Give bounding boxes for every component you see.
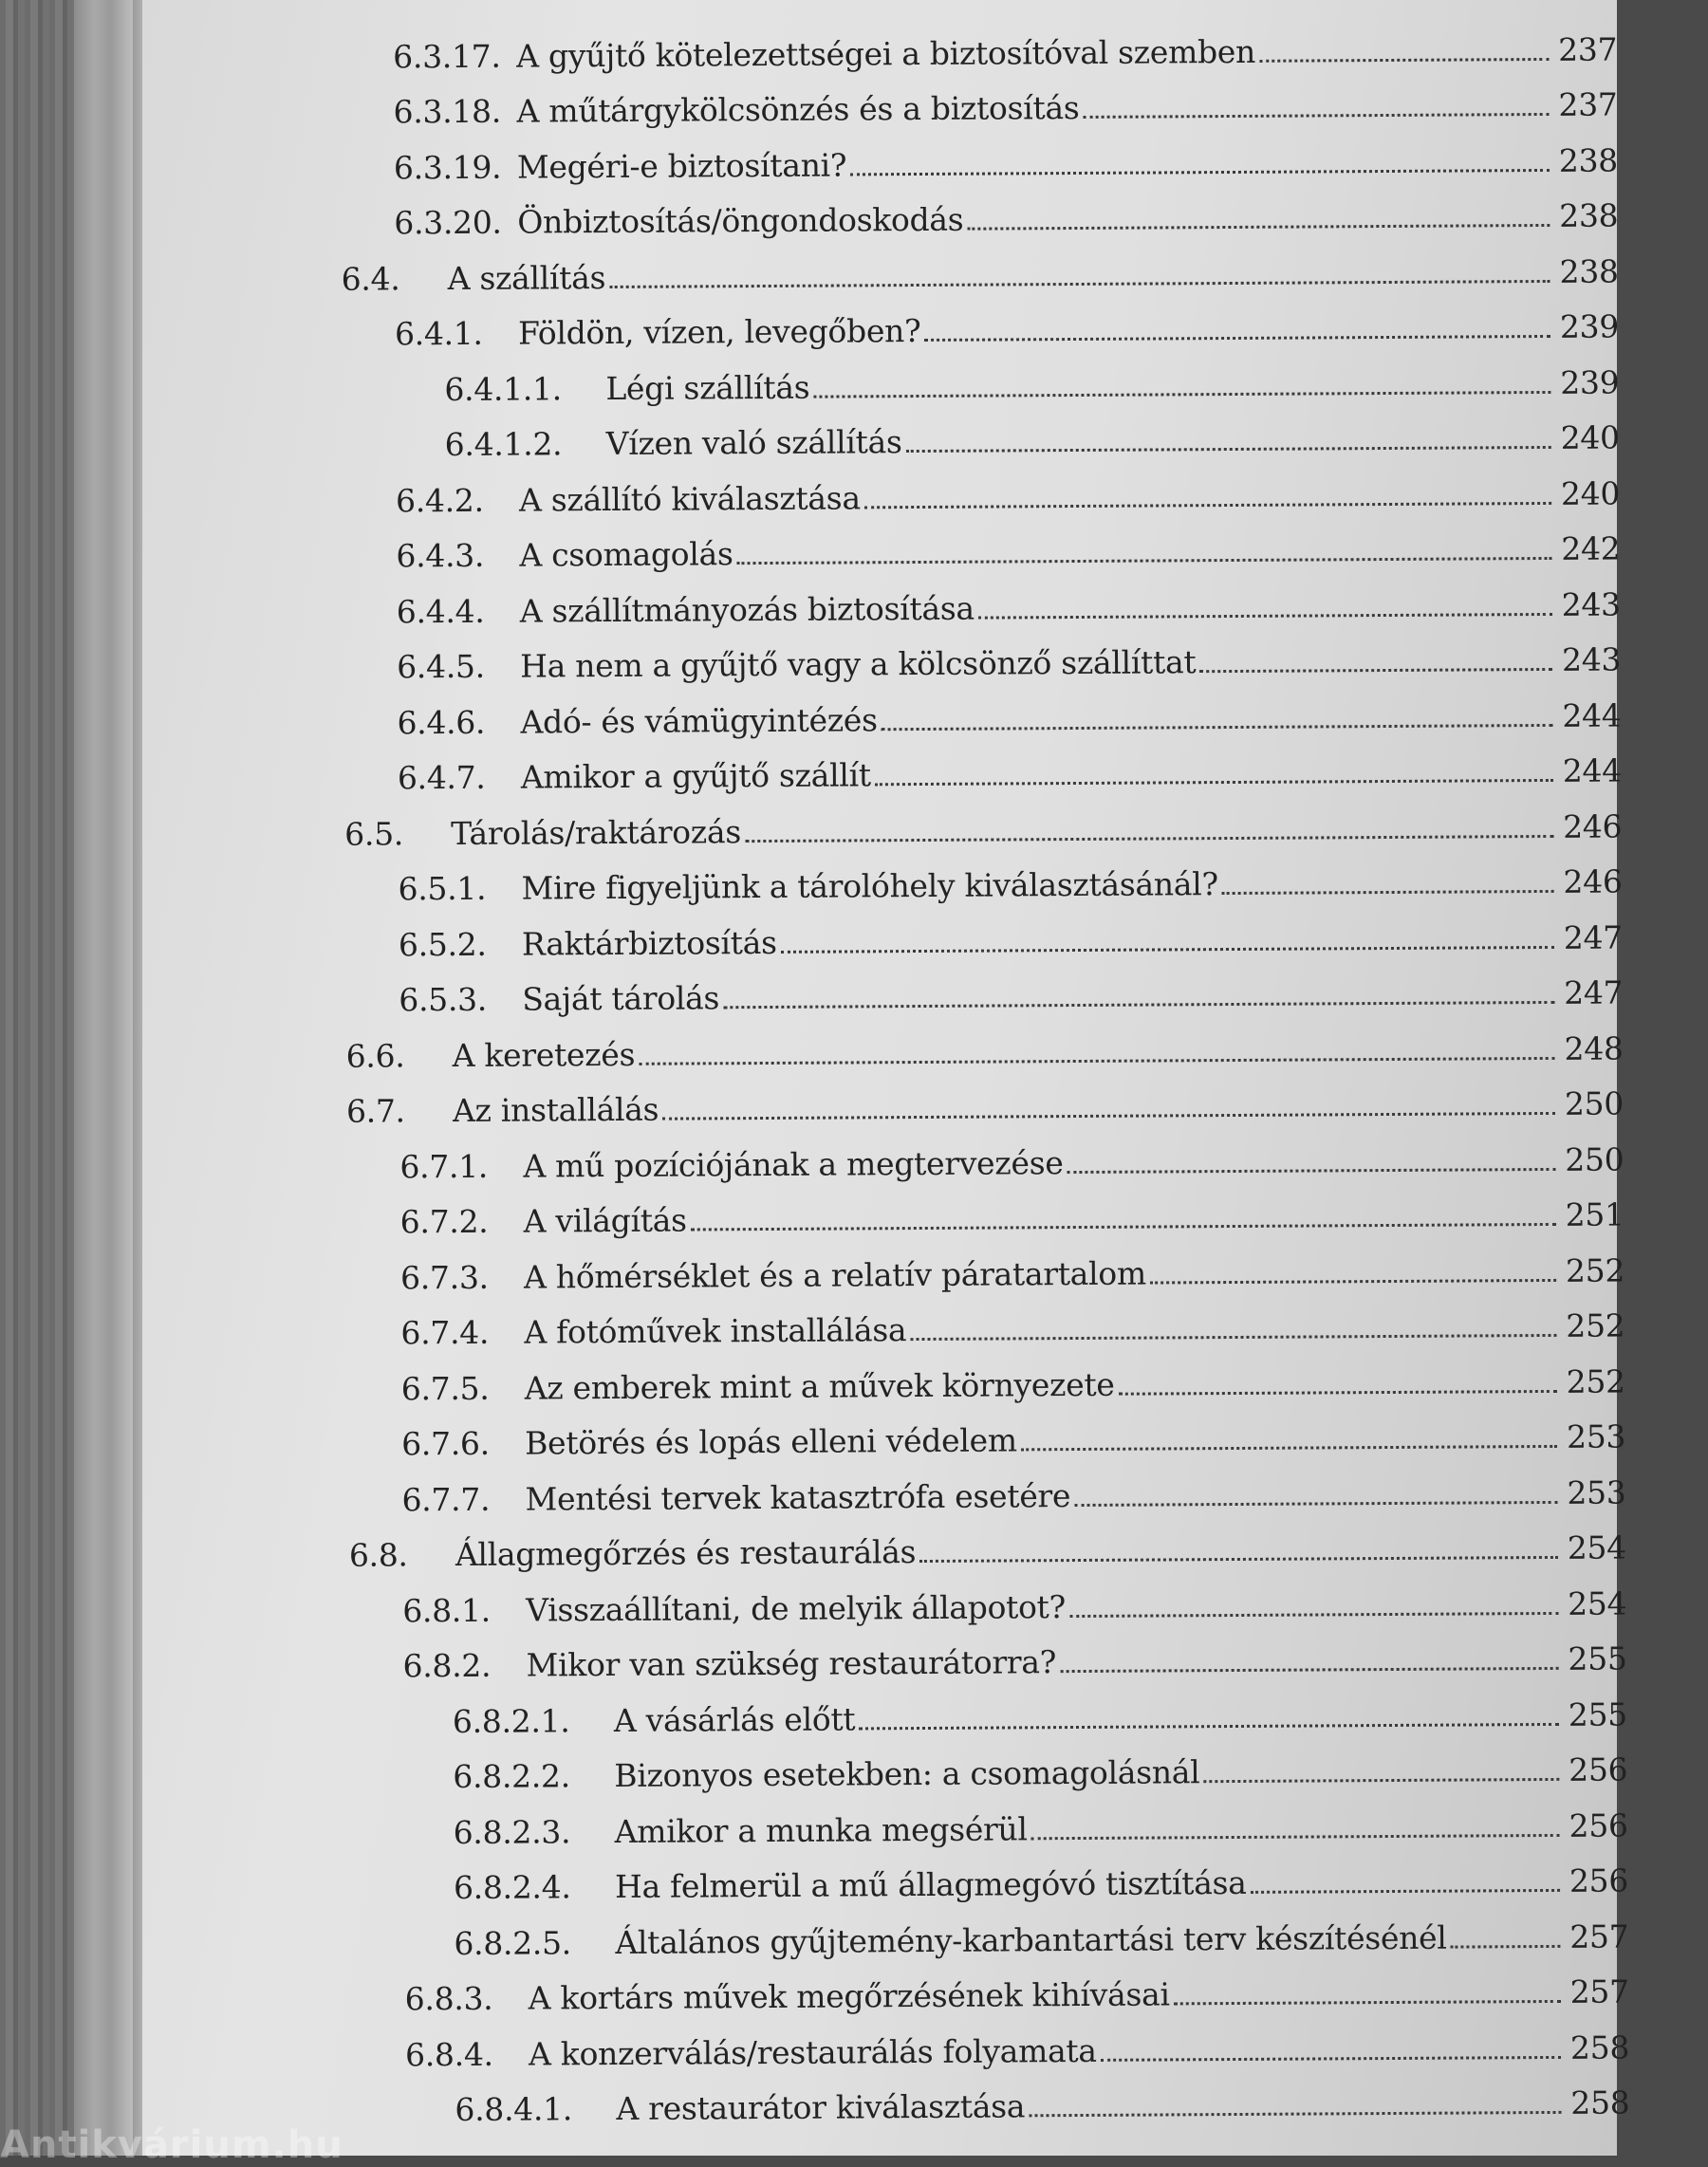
toc-entry — [145, 511, 1620, 576]
toc-entry — [153, 1732, 1627, 1797]
toc-entry-title: Saját tárolás — [522, 979, 720, 1018]
toc-entry-page: 256 — [1569, 1806, 1628, 1844]
watermark-logo: Antikvárium.hu — [0, 2123, 343, 2167]
toc-entry-number: 6.3.20. — [394, 203, 502, 242]
toc-entry-page: 252 — [1566, 1306, 1625, 1344]
toc-entry-page: 238 — [1558, 141, 1619, 179]
toc-entry-number: 6.5. — [344, 814, 404, 853]
toc-entry — [153, 1676, 1627, 1741]
toc-entry-title: Földön, vízen, levegőben? — [517, 311, 921, 352]
dot-leader — [1251, 1889, 1560, 1894]
dot-leader — [882, 723, 1553, 730]
toc-entry-number: 6.5.3. — [399, 980, 488, 1019]
toc-entry — [155, 2065, 1629, 2130]
toc-entry-page: 238 — [1559, 252, 1619, 290]
toc-entry-title: A keretezés — [452, 1035, 636, 1074]
toc-entry — [151, 1343, 1625, 1408]
toc-entry-page: 240 — [1560, 473, 1621, 512]
dot-leader — [859, 1722, 1559, 1730]
toc-entry-page: 254 — [1568, 1584, 1627, 1622]
toc-entry-page: 252 — [1565, 1250, 1625, 1289]
toc-entry-page: 255 — [1568, 1639, 1627, 1677]
dot-leader — [1031, 1833, 1560, 1839]
toc-entry-page: 246 — [1563, 862, 1623, 900]
dot-leader — [967, 224, 1550, 231]
toc-entry-number: 6.8.1. — [402, 1591, 492, 1629]
toc-entry-page: 253 — [1566, 1417, 1626, 1455]
toc-entry-number: 6.4.1.2. — [444, 425, 563, 464]
toc-entry — [154, 1898, 1628, 1963]
toc-entry — [146, 677, 1621, 742]
toc-entry-page: 258 — [1569, 2028, 1630, 2066]
toc-entry-number: 6.7.5. — [400, 1369, 490, 1407]
toc-entry — [147, 788, 1622, 853]
toc-entry-page: 243 — [1561, 640, 1622, 678]
dot-leader — [1174, 2000, 1561, 2005]
book-page — [142, 0, 1630, 2156]
toc-entry-title: Visszaállítani, de melyik állapotot? — [526, 1587, 1067, 1629]
dot-leader — [1203, 1778, 1559, 1783]
toc-entry-title: Mire figyeljünk a tárolóhely kiválasztásánál? — [521, 865, 1218, 907]
toc-entry — [150, 1288, 1624, 1353]
toc-entry — [152, 1621, 1626, 1686]
toc-entry-number: 6.7. — [345, 1092, 405, 1130]
toc-entry — [154, 1843, 1628, 1908]
toc-entry-page: 242 — [1561, 529, 1621, 567]
toc-entry — [149, 1121, 1624, 1186]
toc-entry — [143, 234, 1618, 299]
toc-entry-number: 6.8.2.3. — [453, 1812, 571, 1851]
toc-entry-title: Önbiztosítás/öngondoskodás — [517, 200, 964, 241]
dot-leader — [875, 779, 1553, 786]
toc-entry-title: Ha felmerül a mű állagmegóvó tisztítása — [614, 1863, 1247, 1905]
toc-entry-title: Amikor a gyűjtő szállít — [520, 756, 871, 796]
toc-entry-number: 6.4. — [341, 259, 400, 298]
dot-leader — [609, 279, 1550, 287]
dot-leader — [723, 1001, 1554, 1009]
toc-entry-page: 243 — [1561, 584, 1621, 623]
toc-entry-title: Raktárbiztosítás — [521, 923, 777, 963]
toc-entry-number: 6.7.6. — [401, 1424, 490, 1463]
toc-entry-page: 246 — [1563, 806, 1623, 845]
toc-entry-number: 6.3.19. — [393, 148, 502, 186]
toc-entry-page: 247 — [1563, 917, 1624, 956]
dot-leader — [1119, 1389, 1557, 1395]
toc-entry-title: Amikor a munka megsérül — [614, 1809, 1028, 1850]
toc-entry-title: A szállító kiválasztása — [518, 478, 861, 519]
toc-entry-page: 256 — [1569, 1750, 1628, 1788]
dot-leader — [1101, 2055, 1561, 2061]
dot-leader — [919, 1556, 1558, 1563]
toc-entry-title: A műtárgykölcsönzés és a biztosítás — [516, 88, 1080, 130]
toc-entry-title: A csomagolás — [519, 535, 733, 574]
toc-entry-number: 6.4.6. — [397, 703, 486, 741]
toc-entry-title: Mentési tervek katasztrófa esetére — [525, 1476, 1071, 1518]
table-of-contents — [142, 11, 1708, 2130]
dot-leader — [1199, 668, 1552, 673]
dot-leader — [1060, 1667, 1558, 1673]
dot-leader — [978, 612, 1552, 619]
toc-entry-title: Az installálás — [452, 1090, 659, 1130]
toc-entry-title: A restaurátor kiválasztása — [616, 2087, 1026, 2127]
toc-entry-page: 251 — [1565, 1195, 1624, 1233]
toc-entry-title: A világítás — [523, 1201, 687, 1240]
toc-entry — [152, 1565, 1626, 1630]
toc-entry-number: 6.4.7. — [397, 758, 486, 797]
toc-entry-title: Betörés és lopás elleni védelem — [525, 1421, 1017, 1462]
toc-entry-number: 6.4.5. — [397, 647, 485, 686]
toc-entry-title: Vízen való szállítás — [605, 423, 902, 463]
toc-entry — [151, 1399, 1625, 1464]
toc-entry-title: A konzerválás/restaurálás folyamata — [528, 2031, 1097, 2073]
dot-leader — [924, 335, 1550, 342]
toc-entry-number: 6.4.4. — [396, 592, 485, 630]
toc-entry-number: 6.8.2.2. — [453, 1757, 570, 1796]
dot-leader — [639, 1056, 1555, 1065]
toc-entry-title: A hőmérséklet és a relatív páratartalom — [523, 1254, 1147, 1296]
toc-entry — [144, 289, 1619, 354]
dot-leader — [1259, 57, 1549, 62]
dot-leader — [737, 557, 1552, 565]
toc-entry-page: 255 — [1568, 1695, 1628, 1733]
dot-leader — [1068, 1167, 1556, 1173]
toc-entry-number: 6.8.3. — [404, 1979, 493, 2018]
toc-entry-page: 244 — [1562, 751, 1622, 789]
toc-entry-number: 6.8.4.1. — [455, 2090, 573, 2129]
toc-entry-title: Tárolás/raktározás — [451, 812, 742, 852]
dot-leader — [1222, 890, 1554, 895]
toc-entry — [155, 2010, 1629, 2074]
toc-entry — [155, 1954, 1629, 2019]
dot-leader — [1074, 1500, 1557, 1506]
toc-entry — [146, 622, 1621, 687]
toc-entry-page: 258 — [1570, 2084, 1630, 2121]
toc-entry-page: 239 — [1559, 307, 1620, 345]
toc-entry — [147, 733, 1622, 798]
toc-entry-title: A kortárs művek megőrzésének kihívásai — [528, 1975, 1170, 2017]
dot-leader — [1083, 113, 1549, 119]
toc-entry-number: 6.7.1. — [399, 1147, 489, 1185]
toc-entry — [142, 12, 1617, 77]
dot-leader — [1069, 1611, 1558, 1617]
toc-entry-page: 257 — [1569, 1917, 1629, 1955]
toc-entry — [145, 455, 1620, 520]
toc-entry-page: 248 — [1564, 1028, 1624, 1067]
toc-entry-page: 252 — [1566, 1361, 1625, 1400]
toc-entry-page: 237 — [1557, 30, 1618, 68]
toc-entry-title: Mikor van szükség restaurátorra? — [526, 1643, 1057, 1684]
dot-leader — [813, 390, 1550, 398]
dot-leader — [864, 501, 1551, 508]
toc-entry-number: 6.4.1.1. — [444, 369, 563, 408]
toc-entry — [150, 1232, 1624, 1297]
toc-entry-page: 238 — [1559, 196, 1619, 234]
dot-leader — [781, 945, 1554, 953]
toc-entry-title: Állagmegőrzés és restaurálás — [455, 1533, 917, 1574]
toc-entry-number: 6.8.4. — [404, 2035, 493, 2073]
toc-entry-page: 253 — [1567, 1472, 1626, 1511]
book-page-edges — [74, 0, 140, 2156]
toc-entry — [143, 123, 1618, 188]
toc-entry-title: Általános gyűjtemény-karbantartási terv készítésénél — [615, 1918, 1447, 1961]
toc-entry-page: 244 — [1562, 695, 1622, 734]
dot-leader — [691, 1223, 1556, 1232]
toc-entry — [152, 1510, 1626, 1575]
toc-entry — [151, 1454, 1625, 1519]
dot-leader — [662, 1112, 1555, 1121]
dot-leader — [1029, 2111, 1561, 2117]
toc-entry-number: 6.5.1. — [398, 869, 487, 908]
toc-entry — [149, 1066, 1624, 1131]
toc-entry-page: 247 — [1564, 973, 1624, 1011]
toc-entry-title: Adó- és vámügyintézés — [520, 700, 878, 741]
toc-entry — [147, 844, 1622, 909]
toc-entry-number: 6.8.2. — [402, 1646, 492, 1685]
toc-entry-number: 6.4.2. — [395, 481, 484, 519]
toc-entry-number: 6.7.2. — [399, 1202, 489, 1241]
toc-entry-title: Ha nem a gyűjtő vagy a kölcsönző szállíttat — [520, 643, 1197, 685]
toc-entry-page: 257 — [1569, 1973, 1629, 2010]
toc-entry-page: 237 — [1558, 85, 1618, 123]
toc-entry-page: 254 — [1567, 1528, 1626, 1566]
dot-leader — [745, 834, 1553, 842]
toc-entry-title: A fotóművek installálása — [524, 1311, 907, 1351]
toc-entry-page: 250 — [1565, 1139, 1624, 1178]
toc-entry-number: 6.6. — [345, 1036, 405, 1075]
toc-entry — [145, 400, 1620, 465]
toc-entry-title: A vásárlás előtt — [613, 1699, 856, 1739]
toc-entry-page: 240 — [1560, 418, 1620, 456]
toc-entry-title: A mű pozíciójának a megtervezése — [523, 1143, 1064, 1185]
toc-entry — [153, 1787, 1627, 1852]
dot-leader — [1150, 1278, 1556, 1284]
toc-entry — [150, 1177, 1624, 1242]
toc-entry-page: 256 — [1569, 1861, 1629, 1899]
toc-entry-number: 6.8.2.5. — [454, 1923, 572, 1962]
toc-entry-number: 6.4.1. — [394, 314, 483, 353]
toc-entry-number: 6.7.3. — [399, 1258, 489, 1296]
toc-entry — [148, 955, 1623, 1020]
toc-entry-number: 6.3.17. — [393, 37, 501, 75]
toc-entry-number: 6.8.2.4. — [453, 1868, 571, 1907]
toc-entry — [146, 566, 1621, 631]
toc-entry — [148, 1010, 1623, 1075]
toc-entry-title: A szállítás — [447, 258, 606, 297]
toc-entry-page: 250 — [1564, 1084, 1624, 1122]
dot-leader — [910, 1334, 1556, 1341]
toc-entry-page: 239 — [1560, 363, 1620, 401]
toc-entry-title: A gyűjtő kötelezettségei a biztosítóval szemben — [516, 32, 1256, 75]
toc-entry-number: 6.3.18. — [393, 92, 502, 131]
toc-entry-number: 6.8.2.1. — [452, 1701, 570, 1740]
table-background — [0, 0, 85, 2156]
toc-entry-number: 6.7.4. — [400, 1313, 490, 1352]
toc-entry-title: Légi szállítás — [605, 368, 810, 407]
dot-leader — [1021, 1445, 1557, 1451]
toc-entry — [142, 67, 1617, 132]
toc-entry-number: 6.4.3. — [396, 536, 485, 575]
toc-entry-number: 6.5.2. — [398, 925, 487, 963]
dot-leader — [906, 446, 1551, 453]
dot-leader — [850, 168, 1550, 176]
toc-entry — [144, 345, 1619, 410]
toc-entry-title: A szállítmányozás biztosítása — [519, 589, 975, 630]
toc-entry-title: Bizonyos esetekben: a csomagolásnál — [614, 1753, 1200, 1794]
toc-entry-number: 6.8. — [348, 1536, 408, 1574]
toc-entry-number: 6.7.7. — [401, 1480, 491, 1518]
toc-entry — [143, 178, 1618, 243]
dot-leader — [1451, 1944, 1561, 1948]
toc-entry — [148, 899, 1623, 964]
toc-entry-title: Megéri-e biztosítani? — [516, 145, 847, 186]
toc-entry-title: Az emberek mint a művek környezete — [524, 1365, 1115, 1407]
